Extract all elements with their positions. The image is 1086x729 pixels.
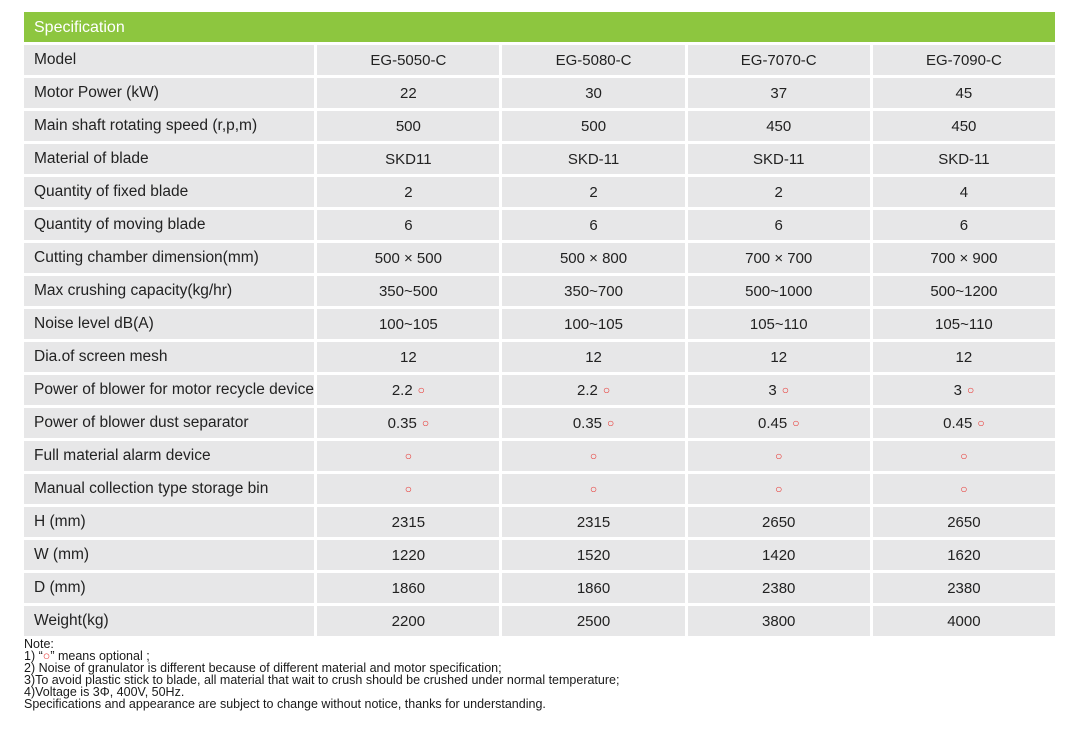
optional-circle-icon: ○ (775, 448, 783, 463)
table-cell (499, 507, 684, 537)
table-cell (314, 540, 499, 570)
table-cell (314, 210, 499, 240)
row-label: Manual collection type storage bin (24, 474, 314, 504)
specification-panel (24, 12, 1055, 639)
cell-value: 22 (400, 84, 417, 102)
cell-value: SKD-11 (753, 150, 805, 168)
table-row (24, 474, 1055, 504)
model-column-header: EG-5050-C (314, 45, 499, 75)
cell-value: 0.35 (572, 414, 603, 432)
optional-symbol: ○ (42, 649, 51, 663)
cell-value: 0.45 (943, 414, 973, 432)
optional-circle-icon: ○ (589, 448, 598, 463)
table-cell (870, 210, 1055, 240)
table-row (24, 309, 1055, 339)
table-cell (685, 111, 870, 141)
table-row (24, 144, 1055, 174)
cell-value: 1860 (391, 579, 426, 597)
cell-value: 450 (766, 117, 792, 135)
cell-value: 1420 (762, 546, 796, 564)
cell-value: 3 (768, 381, 777, 399)
row-label: Quantity of moving blade (24, 210, 314, 240)
table-cell (314, 408, 499, 438)
row-label: W (mm) (24, 540, 314, 570)
optional-circle-icon: ○ (960, 448, 968, 463)
table-cell (314, 309, 499, 339)
table-cell (314, 342, 499, 372)
note-line-3: 3)To avoid plastic stick to blade, all material that wait to crush should be crushed under normal temperature; (24, 673, 620, 687)
cell-value: 12 (955, 348, 973, 366)
table-cell (870, 507, 1055, 537)
note-line-1-prefix: 1) “ (24, 649, 43, 663)
table-row (24, 78, 1055, 108)
cell-value: 2315 (576, 513, 611, 531)
row-label: Material of blade (24, 144, 314, 174)
optional-circle-icon: ○ (781, 382, 789, 397)
cell-value: 6 (404, 216, 413, 234)
table-cell (499, 210, 684, 240)
cell-value: SKD-11 (567, 150, 620, 168)
cell-value: 105~110 (935, 315, 993, 333)
cell-value: 3 (953, 381, 962, 399)
table-row (24, 111, 1055, 141)
cell-value: 6 (589, 216, 598, 234)
cell-value: 500 × 500 (374, 249, 442, 267)
table-cell (314, 573, 499, 603)
table-cell (870, 606, 1055, 636)
row-label: Main shaft rotating speed (r,p,m) (24, 111, 314, 141)
cell-value: 12 (585, 348, 602, 366)
table-cell (870, 177, 1055, 207)
cell-value: 37 (770, 84, 788, 102)
cell-value: 6 (959, 216, 969, 234)
table-cell (685, 78, 870, 108)
table-row (24, 606, 1055, 636)
table-cell (870, 540, 1055, 570)
table-cell (314, 606, 499, 636)
table-cell (314, 78, 499, 108)
table-cell (870, 144, 1055, 174)
table-row (24, 177, 1055, 207)
table-cell (314, 144, 499, 174)
table-cell (314, 276, 499, 306)
table-cell (685, 507, 870, 537)
table-cell (685, 573, 870, 603)
cell-value: 2650 (947, 513, 981, 531)
cell-value: 12 (770, 348, 788, 366)
table-cell (870, 375, 1055, 405)
cell-value: 2 (774, 183, 783, 201)
cell-value: 45 (955, 84, 973, 102)
table-cell (314, 507, 499, 537)
optional-circle-icon: ○ (589, 481, 598, 496)
table-cell (870, 408, 1055, 438)
table-row (24, 408, 1055, 438)
optional-circle-icon: ○ (792, 415, 800, 430)
note-line-4: 4)Voltage is 3Φ, 400V, 50Hz. (24, 685, 185, 699)
cell-value: 2650 (762, 513, 796, 531)
cell-value: 2380 (762, 579, 796, 597)
table-cell (499, 243, 684, 273)
cell-value: 2 (404, 183, 413, 201)
table-cell (314, 375, 499, 405)
table-cell (499, 177, 684, 207)
cell-value: 700 × 900 (930, 249, 998, 267)
specification-header: Specification (24, 12, 1055, 42)
notes-title: Note: (24, 637, 54, 651)
table-cell (685, 540, 870, 570)
table-cell (870, 309, 1055, 339)
table-cell (314, 177, 499, 207)
cell-value: 1520 (576, 546, 611, 564)
cell-value: 0.45 (757, 414, 788, 432)
cell-value: 500~1200 (930, 282, 998, 300)
table-cell (499, 144, 684, 174)
table-cell (685, 144, 870, 174)
table-cell (685, 210, 870, 240)
table-cell (499, 342, 684, 372)
cell-value: 100~105 (378, 315, 438, 333)
optional-circle-icon: ○ (404, 481, 412, 496)
cell-value: 4000 (947, 612, 981, 630)
note-line-2: 2) Noise of granulator is different because of different material and motor specification; (24, 661, 502, 675)
cell-value: 350~700 (564, 282, 623, 300)
cell-value: 6 (774, 216, 783, 234)
table-cell (499, 573, 684, 603)
table-row (24, 540, 1055, 570)
cell-value: 500~1000 (745, 282, 813, 300)
table-cell (499, 540, 684, 570)
table-cell (685, 408, 870, 438)
table-cell (870, 276, 1055, 306)
cell-value: 2200 (391, 612, 426, 630)
table-cell (499, 606, 684, 636)
row-label: Model (24, 45, 314, 75)
table-cell (499, 408, 684, 438)
cell-value: 500 × 800 (559, 249, 628, 267)
table-cell (314, 111, 499, 141)
table-row (24, 573, 1055, 603)
table-row-model (24, 45, 1055, 75)
specification-table (24, 42, 1055, 639)
table-cell (685, 177, 870, 207)
table-cell (314, 243, 499, 273)
table-cell (685, 606, 870, 636)
note-line-1-suffix: ” means optional ; (50, 649, 150, 663)
table-cell (870, 474, 1055, 504)
table-cell (870, 243, 1055, 273)
row-label: H (mm) (24, 507, 314, 537)
table-cell (499, 78, 684, 108)
cell-value: 2500 (576, 612, 611, 630)
table-cell (870, 78, 1055, 108)
table-cell (499, 441, 684, 471)
cell-value: 350~500 (378, 282, 438, 300)
optional-circle-icon: ○ (404, 448, 412, 463)
optional-circle-icon: ○ (421, 415, 430, 430)
model-column-header: EG-5080-C (499, 45, 684, 75)
row-label: Quantity of fixed blade (24, 177, 314, 207)
row-label: D (mm) (24, 573, 314, 603)
row-label: Power of blower for motor recycle device (24, 375, 314, 405)
cell-value: 30 (585, 84, 602, 102)
row-label: Noise level dB(A) (24, 309, 314, 339)
cell-value: 450 (951, 117, 977, 135)
cell-value: 2 (589, 183, 598, 201)
cell-value: 100~105 (564, 315, 623, 333)
cell-value: 500 (395, 117, 421, 135)
table-cell (499, 375, 684, 405)
table-row (24, 507, 1055, 537)
table-row (24, 276, 1055, 306)
table-cell (870, 441, 1055, 471)
notes-section (24, 638, 1064, 710)
cell-value: 2.2 (391, 381, 413, 399)
optional-circle-icon: ○ (602, 382, 611, 397)
cell-value: 500 (581, 117, 607, 135)
table-cell (685, 375, 870, 405)
table-cell (314, 441, 499, 471)
optional-circle-icon: ○ (417, 382, 425, 397)
cell-value: 1620 (947, 546, 981, 564)
table-row (24, 243, 1055, 273)
table-cell (685, 474, 870, 504)
table-cell (499, 276, 684, 306)
row-label: Power of blower dust separator (24, 408, 314, 438)
row-label: Cutting chamber dimension(mm) (24, 243, 314, 273)
table-cell (870, 111, 1055, 141)
optional-circle-icon: ○ (966, 382, 975, 397)
table-cell (314, 474, 499, 504)
model-column-header: EG-7090-C (870, 45, 1055, 75)
table-cell (685, 342, 870, 372)
optional-circle-icon: ○ (607, 415, 615, 430)
cell-value: SKD-11 (938, 150, 990, 168)
optional-circle-icon: ○ (977, 415, 985, 430)
cell-value: 2.2 (576, 381, 598, 399)
cell-value: 1860 (576, 579, 611, 597)
cell-value: SKD11 (385, 150, 432, 168)
row-label: Max crushing capacity(kg/hr) (24, 276, 314, 306)
cell-value: 1220 (391, 546, 426, 564)
note-line-5: Specifications and appearance are subject to change without notice, thanks for understanding. (24, 697, 546, 711)
cell-value: 0.35 (387, 414, 417, 432)
table-cell (499, 309, 684, 339)
cell-value: 2315 (391, 513, 426, 531)
table-row (24, 342, 1055, 372)
table-cell (685, 441, 870, 471)
table-cell (870, 573, 1055, 603)
model-column-header: EG-7070-C (685, 45, 870, 75)
cell-value: 4 (959, 183, 969, 201)
table-cell (870, 342, 1055, 372)
table-cell (499, 474, 684, 504)
row-label: Motor Power (kW) (24, 78, 314, 108)
cell-value: 3800 (762, 612, 796, 630)
table-cell (685, 276, 870, 306)
table-cell (499, 111, 684, 141)
table-row (24, 441, 1055, 471)
cell-value: 105~110 (749, 315, 808, 333)
row-label: Dia.of screen mesh (24, 342, 314, 372)
optional-circle-icon: ○ (775, 481, 783, 496)
cell-value: 12 (400, 348, 417, 366)
table-row (24, 375, 1055, 405)
row-label: Weight(kg) (24, 606, 314, 636)
cell-value: 2380 (947, 579, 981, 597)
optional-circle-icon: ○ (960, 481, 968, 496)
table-row (24, 210, 1055, 240)
table-cell (685, 243, 870, 273)
table-cell (685, 309, 870, 339)
cell-value: 700 × 700 (745, 249, 813, 267)
row-label: Full material alarm device (24, 441, 314, 471)
